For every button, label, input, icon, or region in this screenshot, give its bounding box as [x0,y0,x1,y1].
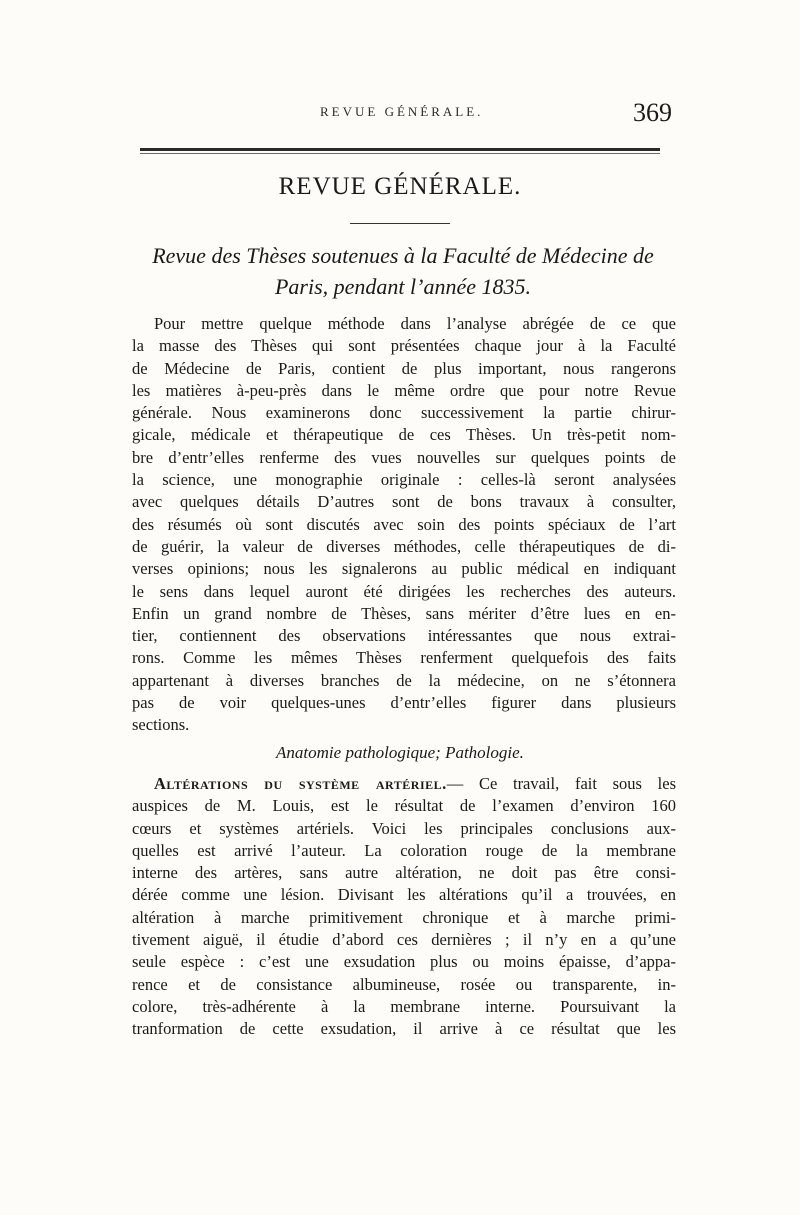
subtitle-line-1: Revue des Thèses soutenues à la Faculté de Médecine de [152,243,654,268]
text-line: Pour mettre quelque méthode dans l’analyse abrégée de ce que [154,314,676,333]
text-line: de guérir, la valeur de diverses méthodes, celle thérapeutiques de di- [132,536,676,556]
text-line: générale. Nous examinerons donc successivement la partie chirur- [132,403,676,423]
page-number: 369 [633,98,672,127]
text-line: dérée comme une lésion. Divisant les altérations qu’il a trouvées, en [132,885,676,905]
text-line [132,772,676,794]
text-line: auspices de M. Louis, est le résultat de l’examen d’environ 160 [132,796,676,816]
section-title: REVUE GÉNÉRALE. [278,173,522,200]
running-title: REVUE GÉNÉRALE. [320,104,484,119]
paragraph-lead: Altérations du système artériel. [154,774,447,793]
article-subtitle [120,240,686,302]
text-line: tivement aiguë, il étudie d’abord ces dernières ; il n’y en a qu’une [132,930,676,950]
text-line: verses opinions; nous les signalerons au public médical en indiquant [132,559,676,579]
text-line: gicale, médicale et thérapeutique de ces Thèses. Un très-petit nom- [132,425,676,445]
text-line: bre d’entr’elles renferme des vues nouvelles sur quelques points de [132,447,676,467]
text-line: colore, très-adhérente à la membrane interne. Poursuivant la [132,996,676,1016]
text-line: la science, une monographie originale : celles-là seront analysées [132,470,676,490]
text-line: tier, contiennent des observations intéressantes que nous extrai- [132,626,676,646]
running-head [0,98,800,127]
text-line: de Médecine de Paris, contient de plus important, nous rangerons [132,358,676,378]
subsection-heading: Anatomie pathologique; Pathologie. [276,743,524,762]
text-line: la masse des Thèses qui sont présentées chaque jour à la Faculté [132,336,676,356]
paragraph-intro [132,313,676,737]
text-line: le sens dans lequel auront été dirigées les recherches des auteurs. [132,581,676,601]
header-rule [140,148,660,154]
text-line: rons. Comme les mêmes Thèses renferment quelquefois des faits [132,648,676,668]
text-line: seule espèce : c’est une exsudation plus ou moins épaisse, d’appa- [132,952,676,972]
text-line: interne des artères, sans autre altération, ne doit pas être consi- [132,863,676,883]
text-line: cœurs et systèmes artériels. Voici les principales conclusions aux- [132,818,676,838]
text-line: rence et de consistance albumineuse, rosée ou transparente, in- [132,974,676,994]
text-line: avec quelques détails D’autres sont de bons travaux à consulter, [132,492,676,512]
text-line: quelles est arrivé l’auteur. La coloration rouge de la membrane [132,840,676,860]
text-line: sections. [132,715,190,735]
subtitle-line-2: Paris, pendant l’année 1835. [274,274,532,299]
paragraph-arterial [132,772,676,1040]
text-line: Enfin un grand nombre de Thèses, sans mériter d’être lues en en- [132,603,676,623]
text-line: appartenant à diverses branches de la médecine, on ne s’étonnera [132,670,676,690]
title-rule [350,223,450,224]
text-line: altération à marche primitivement chronique et à marche primi- [132,907,676,927]
text-line: tranformation de cette exsudation, il arrive à ce résultat que les [132,1019,676,1039]
text-fragment: — Ce travail, fait sous les [446,774,676,793]
text-line: des résumés où sont discutés avec soin des points spéciaux de l’art [132,514,676,534]
text-line: pas de voir quelques-unes d’entr’elles figurer dans plusieurs [132,693,676,713]
text-line: les matières à-peu-près dans le même ordre que pour notre Revue [132,380,676,400]
